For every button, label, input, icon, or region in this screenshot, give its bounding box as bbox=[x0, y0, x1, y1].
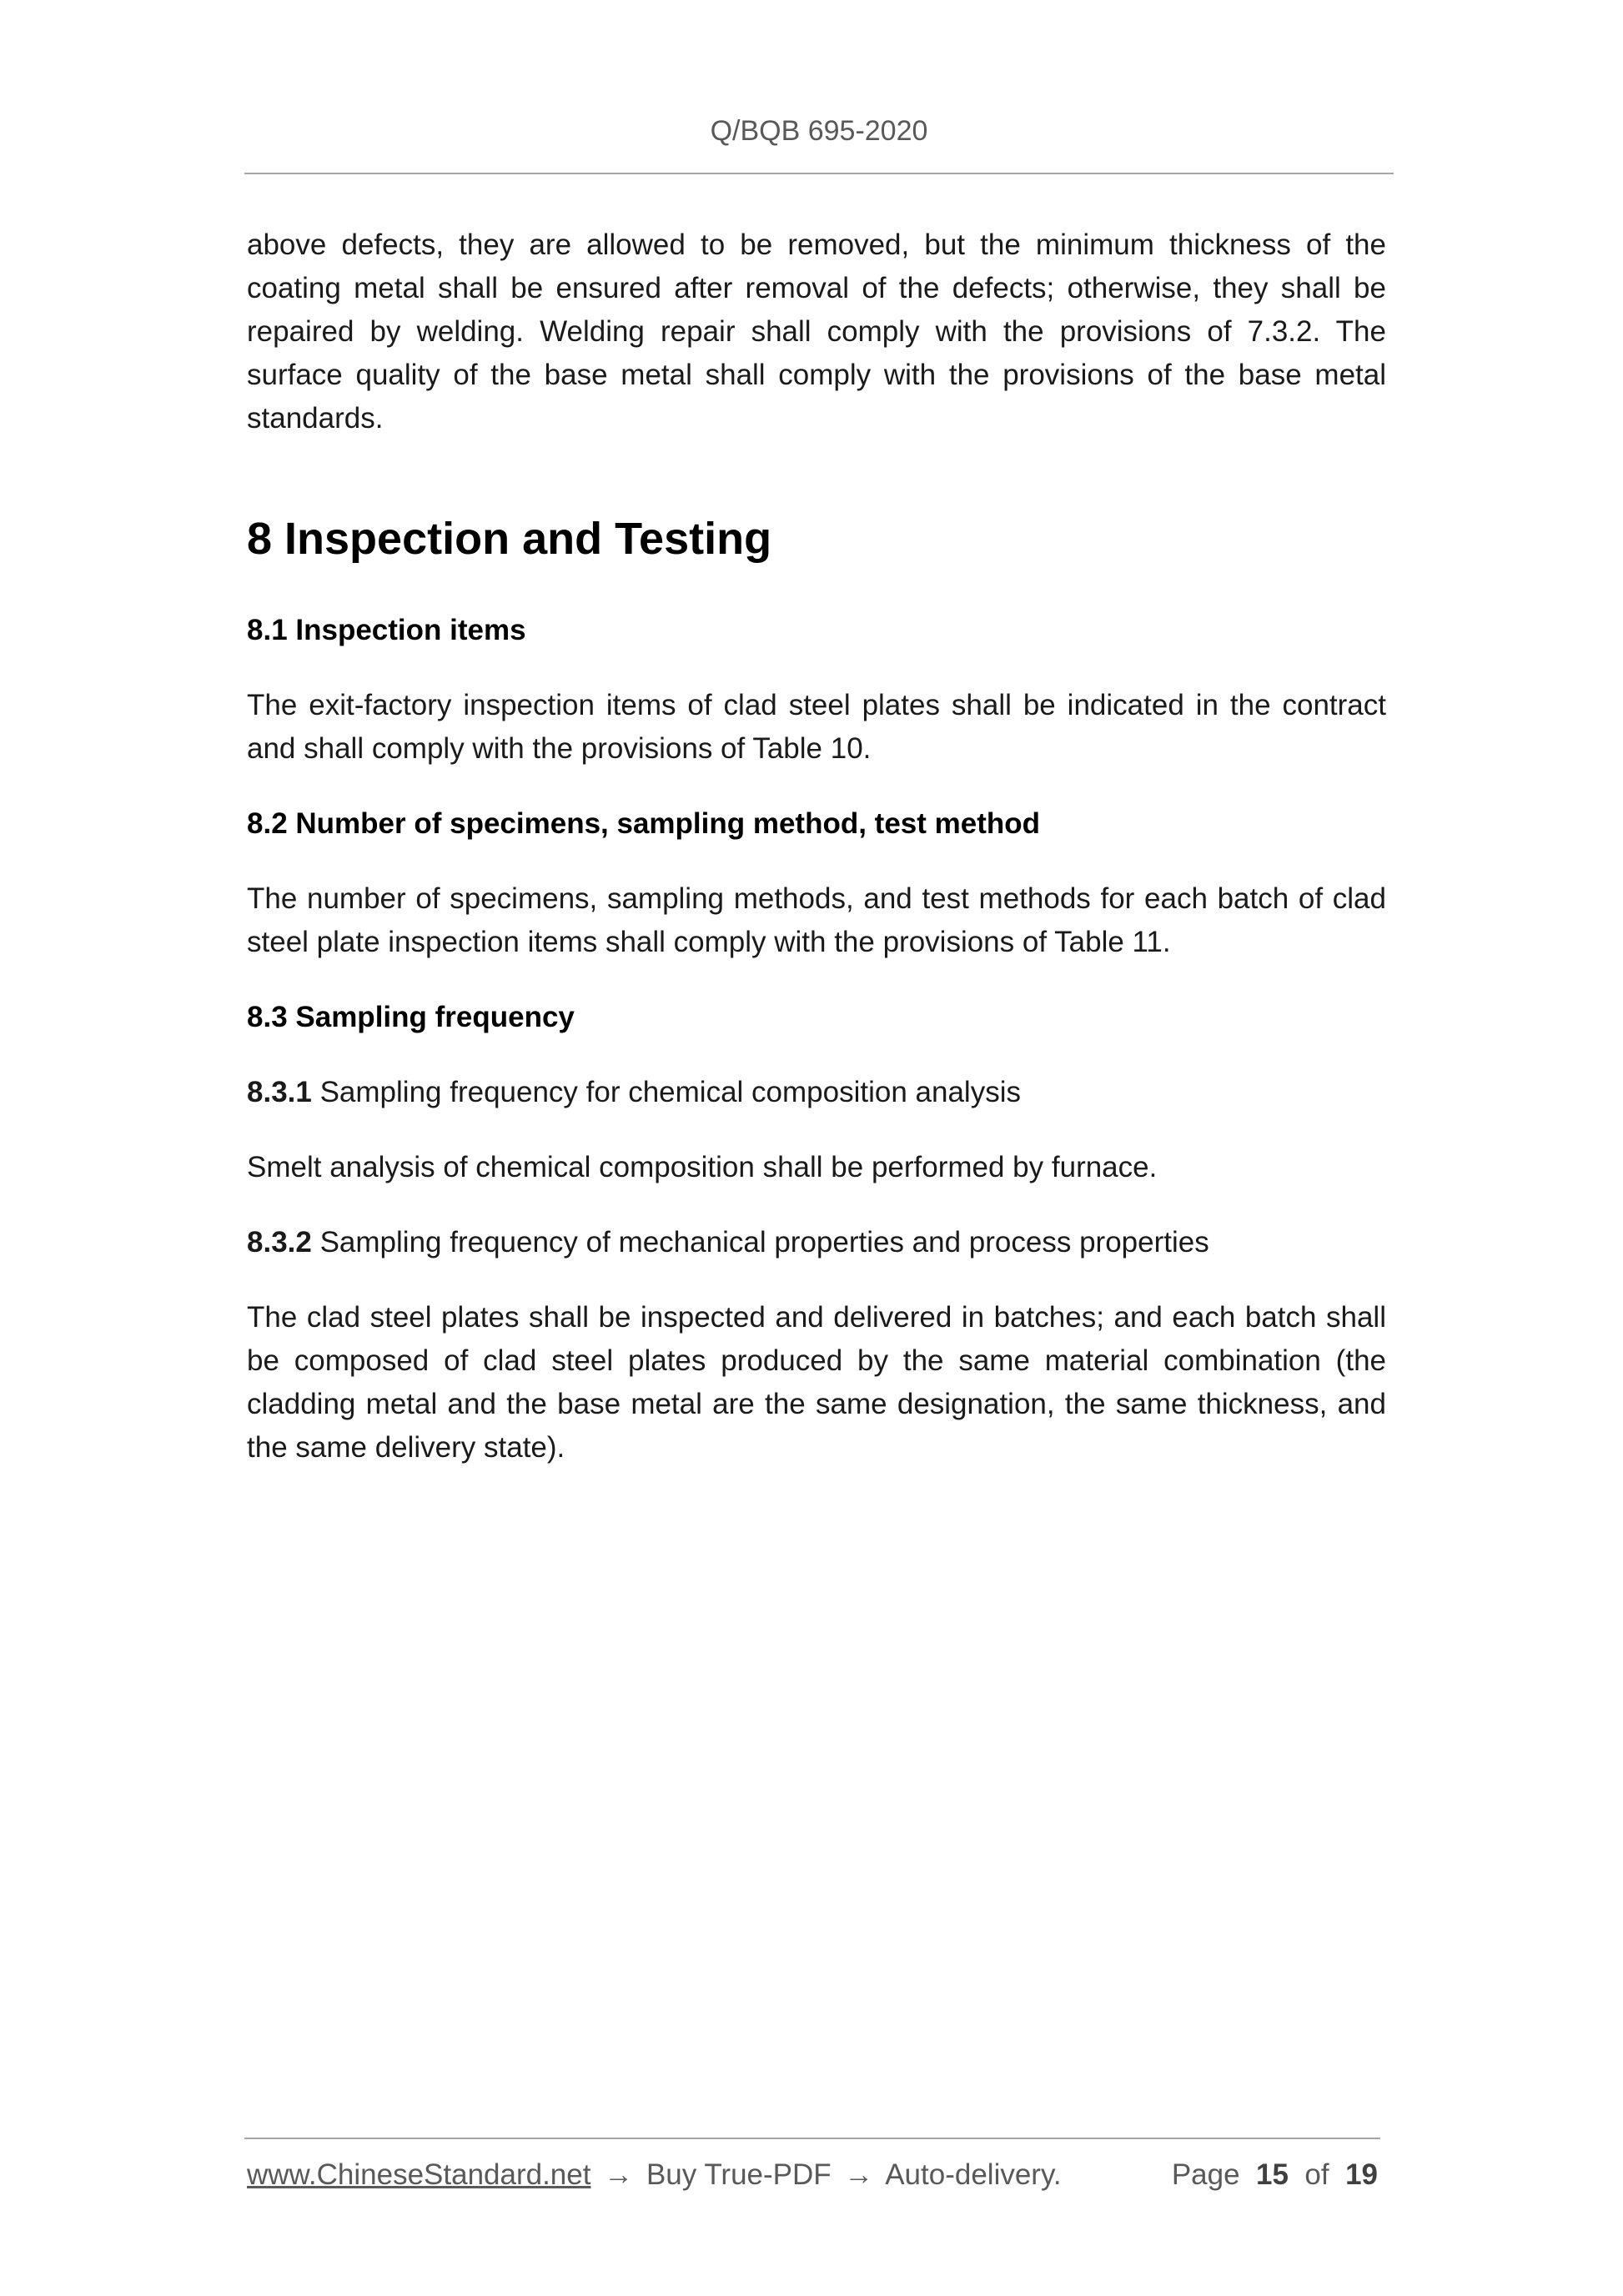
clause-number: 8.3.1 bbox=[247, 1076, 312, 1108]
buy-text: Buy True-PDF bbox=[646, 2158, 832, 2191]
clause-number: 8.3.2 bbox=[247, 1226, 312, 1259]
delivery-text: Auto-delivery. bbox=[885, 2158, 1062, 2191]
section-title: 8 Inspection and Testing bbox=[247, 514, 772, 564]
clause-title: Sampling frequency of mechanical properties and process properties bbox=[311, 1226, 1209, 1259]
paragraph-8-1: The exit-factory inspection items of clad steel plates shall be indicated in the contract and shall comply with the provisions of Table 10. bbox=[247, 689, 1386, 765]
clause-8-3-2 bbox=[247, 1221, 1386, 1264]
document-id-header: Q/BQB 695-2020 bbox=[710, 115, 928, 147]
page-content bbox=[247, 224, 1386, 1470]
paragraph-8-3-1: Smelt analysis of chemical composition shall be performed by furnace. bbox=[247, 1151, 1158, 1183]
subsection-title-8-1: 8.1 Inspection items bbox=[247, 614, 526, 646]
clause-8-3-1 bbox=[247, 1071, 1386, 1114]
subsection-title-8-3: 8.3 Sampling frequency bbox=[247, 1001, 575, 1033]
page-of-label: of bbox=[1304, 2158, 1329, 2191]
page-footer bbox=[247, 2158, 1378, 2192]
clause-title: Sampling frequency for chemical composition analysis bbox=[311, 1076, 1021, 1108]
paragraph-8-3-2: The clad steel plates shall be inspected and delivered in batches; and each batch shall be composed of clad steel plates produced by the same material combination (the cladding metal and the base metal are the same designation, the same thickness, and the same delivery state). bbox=[247, 1301, 1386, 1464]
paragraph-8-2: The number of specimens, sampling methods, and test methods for each batch of clad steel plate inspection items shall comply with the provisions of Table 11. bbox=[247, 882, 1386, 958]
subsection-title-8-2: 8.2 Number of specimens, sampling method, test method bbox=[247, 807, 1041, 840]
page-current: 15 bbox=[1256, 2158, 1289, 2191]
page-label: Page bbox=[1171, 2158, 1240, 2191]
website-link[interactable]: www.ChineseStandard.net bbox=[247, 2158, 591, 2191]
page-total: 19 bbox=[1345, 2158, 1378, 2191]
footer-divider bbox=[244, 2138, 1380, 2139]
intro-paragraph: above defects, they are allowed to be removed, but the minimum thickness of the coating metal shall be ensured after removal of the defects; otherwise, they shall be repaired by welding. Welding repair shall comply with the provisions of 7.3.2. The surface quality of the base metal shall comply with the provisions of the base metal standards. bbox=[247, 229, 1386, 435]
arrow-right-icon: → bbox=[604, 2158, 634, 2191]
page-number bbox=[1172, 2158, 1378, 2192]
footer-left bbox=[247, 2158, 1062, 2192]
arrow-right-icon: → bbox=[844, 2158, 874, 2191]
header-divider bbox=[244, 173, 1394, 174]
